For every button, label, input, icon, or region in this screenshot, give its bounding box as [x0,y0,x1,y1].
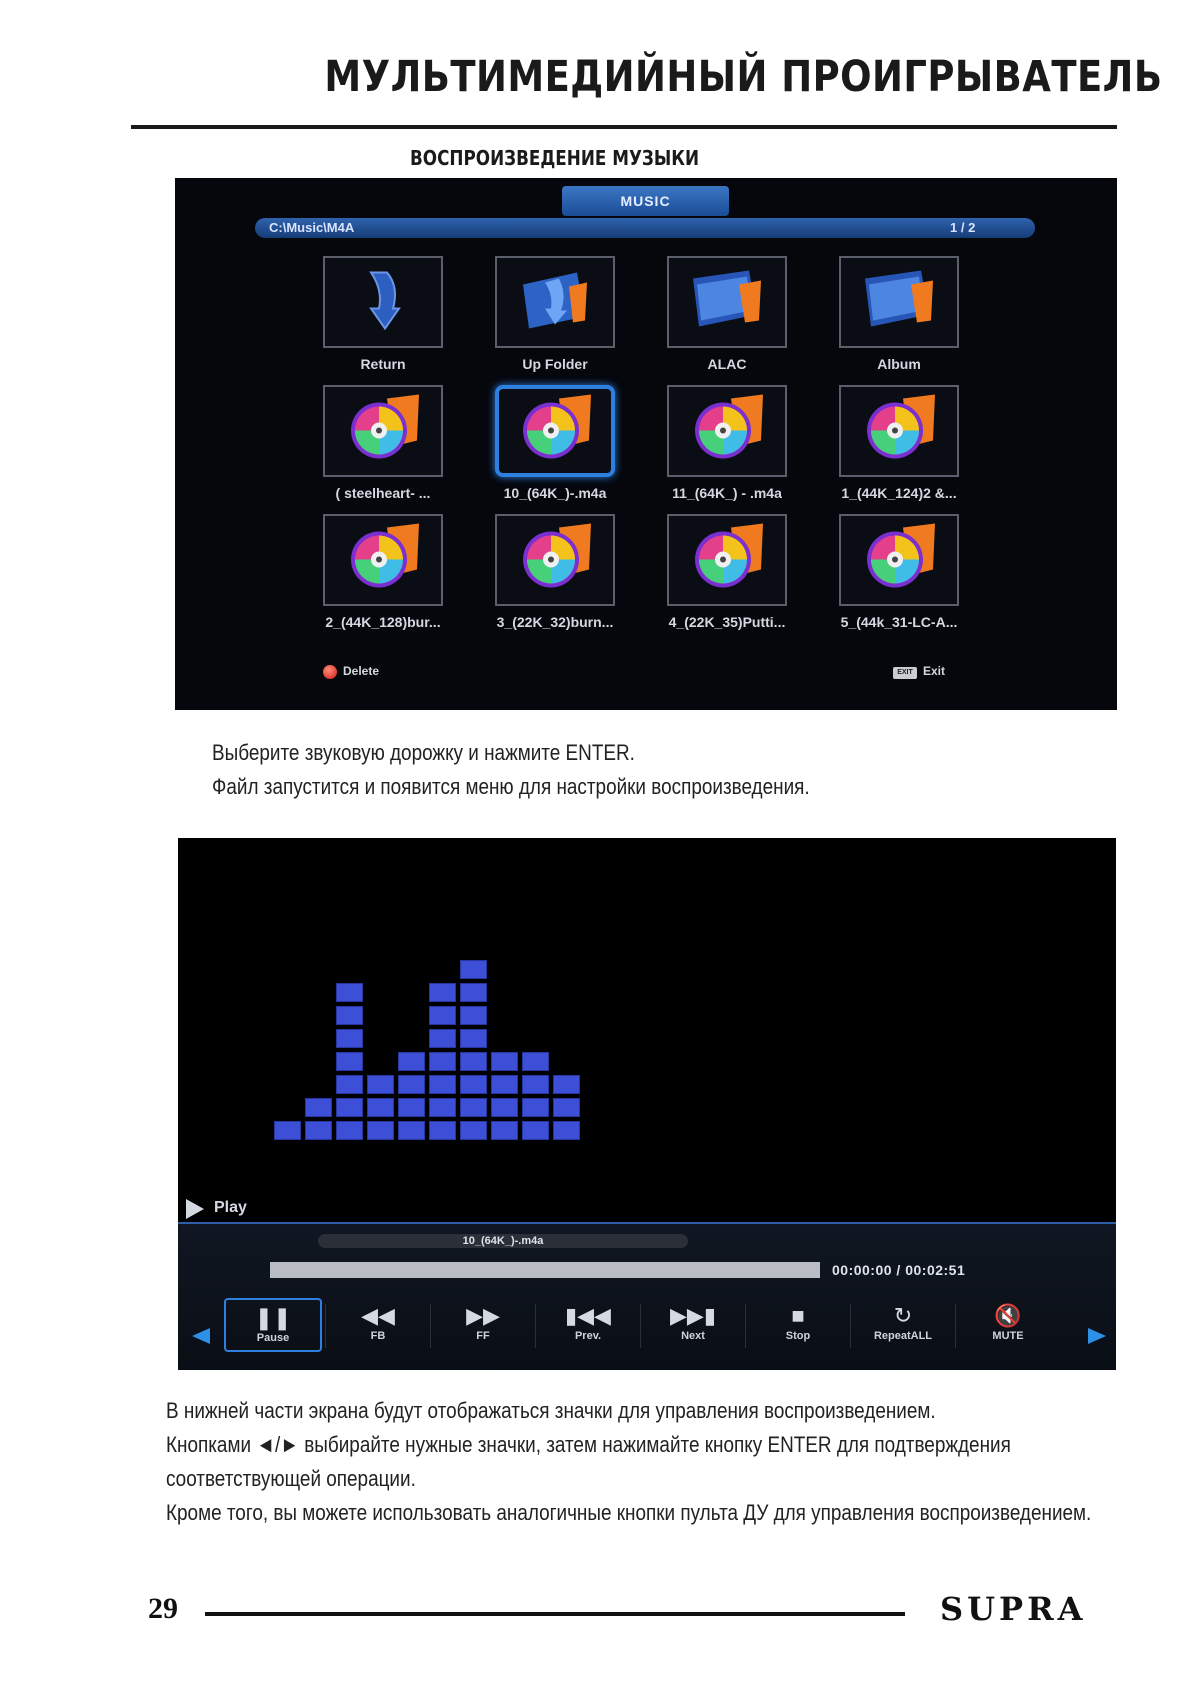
previous-button[interactable] [539,1298,637,1352]
equalizer-block [429,1029,456,1048]
file-tile-label: ALAC [707,356,747,372]
equalizer-block [460,1006,487,1025]
control-separator [325,1304,326,1348]
music-file-icon [515,520,595,601]
file-tile-label: 11_(64K_) - .m4a [672,485,782,501]
file-tile-label: Album [877,356,921,372]
equalizer-block [553,1075,580,1094]
equalizer-block [491,1075,518,1094]
control-label: FF [476,1330,490,1342]
file-tile[interactable] [495,514,615,606]
folder-icon [687,265,767,340]
previous-icon: ▮◀◀ [565,1303,611,1328]
file-tile[interactable] [495,385,615,477]
mute-icon: 🔇 [994,1303,1022,1328]
equalizer-block [522,1098,549,1117]
equalizer-block [460,983,487,1002]
file-tile-label: Return [360,356,406,372]
control-separator [535,1304,536,1348]
file-tile-label: 3_(22K_32)burn... [496,614,614,630]
music-file-icon [343,520,423,601]
page-number: 29 [148,1592,178,1625]
control-label: RepeatALL [873,1330,933,1342]
equalizer-block [336,1029,363,1048]
equalizer-block [429,983,456,1002]
file-tile[interactable] [323,256,443,348]
fast-forward-icon: ▶▶ [466,1303,500,1328]
file-tile-label: 10_(64K_)-.m4a [503,485,607,501]
next-icon: ▶▶▮ [670,1303,716,1328]
control-separator [430,1304,431,1348]
equalizer-block [336,1052,363,1071]
delete-hint[interactable]: Delete [343,664,380,678]
equalizer-block [429,1075,456,1094]
equalizer-block [429,1121,456,1140]
equalizer-block [553,1121,580,1140]
equalizer-block [305,1098,332,1117]
control-separator [640,1304,641,1348]
control-label: MUTE [992,1330,1024,1342]
control-label: Stop [785,1330,811,1342]
file-tile-label: 4_(22K_35)Putti... [668,614,786,630]
file-tile[interactable] [323,385,443,477]
up-folder-icon [515,265,595,340]
equalizer-block [336,1098,363,1117]
equalizer-block [522,1121,549,1140]
equalizer-block [336,1006,363,1025]
equalizer-block [429,1052,456,1071]
file-tile-label: 5_(44k_31-LC-A... [840,614,958,630]
equalizer-block [429,1006,456,1025]
instruction-line: Кнопками ◄/► выбирайте нужные значки, затем нажимайте кнопку ENTER для подтверждения [166,1432,1011,1457]
track-title: 10_(64K_)-.m4a [318,1234,688,1248]
stop-icon: ■ [791,1303,805,1328]
fast-backward-button[interactable] [329,1298,427,1352]
equalizer-block [429,1098,456,1117]
control-label: Next [681,1330,705,1342]
fast-forward-button[interactable] [434,1298,532,1352]
instruction-line: Файл запустится и появится меню для настройки воспроизведения. [212,774,810,799]
control-separator [850,1304,851,1348]
equalizer-block [336,1075,363,1094]
equalizer-block [398,1075,425,1094]
equalizer-block [491,1098,518,1117]
playback-status: Play [214,1199,247,1216]
music-file-icon [687,520,767,601]
control-label: FB [370,1330,386,1342]
equalizer-block [367,1121,394,1140]
path-bar [255,218,1035,238]
equalizer-block [460,1121,487,1140]
equalizer-block [491,1052,518,1071]
exit-hint[interactable]: Exit [923,664,946,678]
music-browser-screen [175,178,1117,710]
equalizer-block [553,1098,580,1117]
repeat-button[interactable] [854,1298,952,1352]
fast-backward-icon: ◀◀ [361,1303,395,1328]
equalizer-block [398,1098,425,1117]
file-tile-label: ( steelheart- ... [335,485,431,501]
control-label: Prev. [574,1330,602,1342]
equalizer-block [460,960,487,979]
file-tile[interactable] [839,514,959,606]
file-tile[interactable] [839,385,959,477]
file-tile[interactable] [839,256,959,348]
equalizer-block [274,1121,301,1140]
footer-divider [205,1612,905,1616]
file-tile[interactable] [323,514,443,606]
page-title: МУЛЬТИМЕДИЙНЫЙ ПРОИГРЫВАТЕЛЬ [323,52,1162,102]
file-tile[interactable] [667,256,787,348]
equalizer-block [305,1121,332,1140]
instruction-line: соответствующей операции. [166,1466,416,1491]
equalizer-block [336,983,363,1002]
page-indicator: 1 / 2 [950,220,976,235]
equalizer-block [460,1075,487,1094]
music-file-icon [515,391,595,472]
progress-bar[interactable] [270,1262,820,1278]
music-file-icon [859,391,939,472]
equalizer-block [367,1075,394,1094]
music-file-icon [687,391,767,472]
folder-icon [859,265,939,340]
scroll-left-arrow-icon[interactable] [192,1328,210,1344]
pause-button[interactable] [224,1298,322,1352]
mute-button[interactable] [959,1298,1057,1352]
scroll-right-arrow-icon[interactable] [1088,1328,1106,1344]
file-tile-label: Up Folder [522,356,588,372]
brand-logo: SUPRA [940,1590,1087,1628]
file-tile[interactable] [667,385,787,477]
section-title: ВОСПРОИЗВЕДЕНИЕ МУЗЫКИ [410,146,700,170]
instruction-line: Выберите звуковую дорожку и нажмите ENTER. [212,740,635,765]
next-button[interactable] [644,1298,742,1352]
play-icon [186,1199,204,1219]
instruction-line: Кроме того, вы можете использовать аналогичные кнопки пульта ДУ для управления воспроизведением. [166,1500,1092,1525]
equalizer-block [367,1098,394,1117]
stop-button[interactable] [749,1298,847,1352]
repeat-icon: ↻ [893,1303,913,1328]
music-file-icon [343,391,423,472]
music-player-screen [178,838,1116,1370]
equalizer-block [336,1121,363,1140]
control-label: Pause [256,1332,290,1344]
control-separator [745,1304,746,1348]
file-tile[interactable] [667,514,787,606]
current-path: C:\Music\M4A [269,220,355,235]
file-tile-label: 2_(44K_128)bur... [325,614,441,630]
file-tile[interactable] [495,256,615,348]
title-divider [131,125,1117,129]
red-button-icon [323,665,337,679]
equalizer-block [522,1052,549,1071]
return-arrow-icon [353,265,413,340]
equalizer-block [491,1121,518,1140]
instruction-line: В нижней части экрана будут отображаться значки для управления воспроизведением. [166,1398,936,1423]
equalizer-block [460,1098,487,1117]
pause-icon: ❚❚ [254,1305,292,1330]
equalizer-block [460,1052,487,1071]
time-readout: 00:00:00 / 00:02:51 [832,1262,966,1278]
file-tile-label: 1_(44K_124)2 &... [841,485,957,501]
tab-music[interactable]: MUSIC [562,186,729,216]
equalizer-block [398,1052,425,1071]
control-separator [955,1304,956,1348]
equalizer-block [398,1121,425,1140]
music-file-icon [859,520,939,601]
exit-key-icon: EXIT [893,667,917,679]
equalizer-block [522,1075,549,1094]
equalizer-block [460,1029,487,1048]
